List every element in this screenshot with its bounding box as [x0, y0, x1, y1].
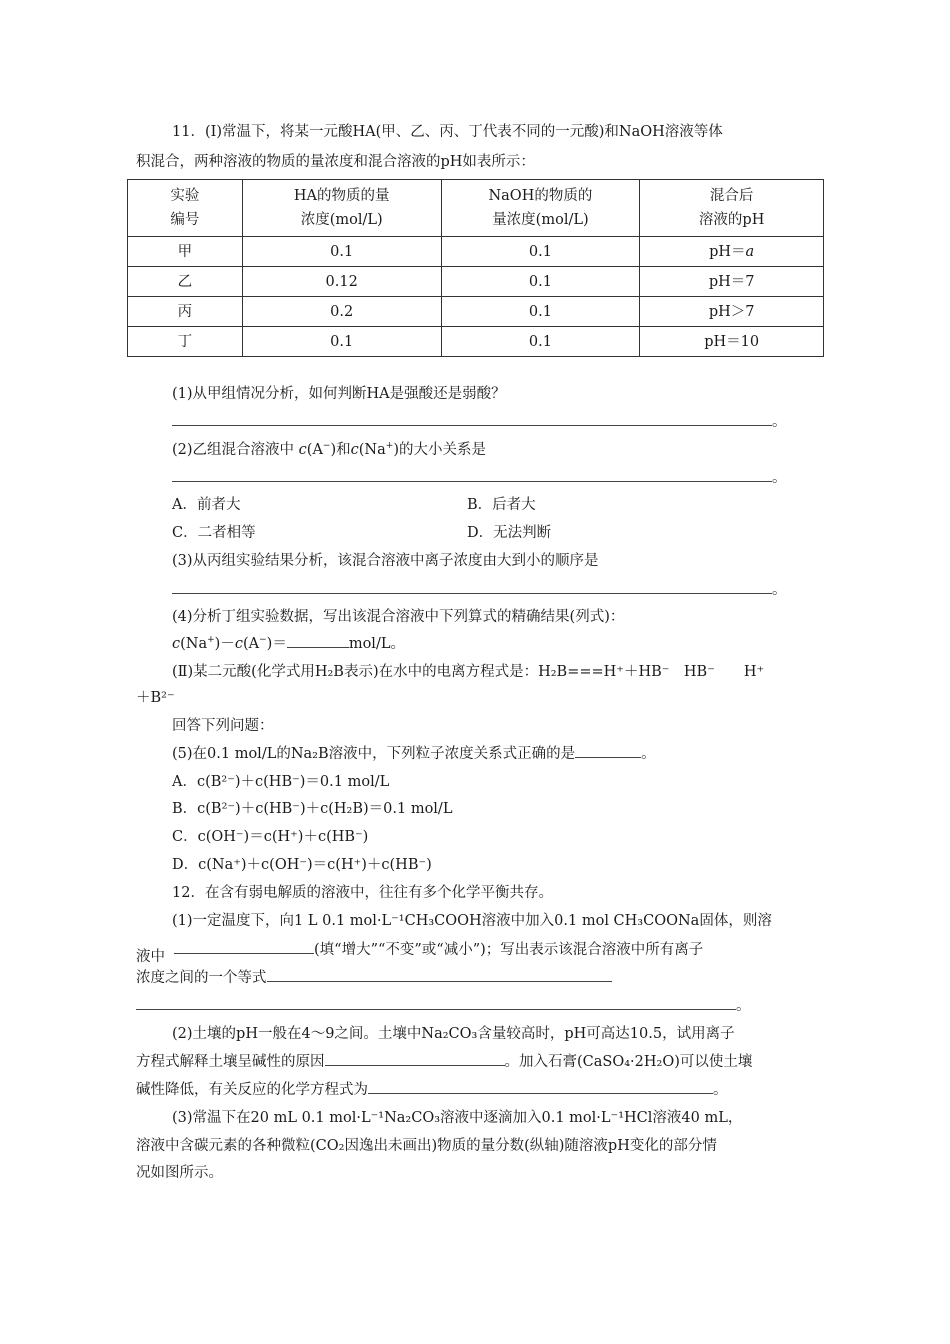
- q11-intro-line1: 11．(Ⅰ)常温下，将某一元酸HA(甲、乙、丙、丁代表不同的一元酸)和NaOH溶液等体: [172, 124, 723, 140]
- table-cell: 丙: [128, 297, 243, 327]
- q12-p1-answer-line[interactable]: 。: [136, 996, 751, 1016]
- table-cell: pH＝10: [640, 327, 824, 357]
- answer-blank[interactable]: [172, 581, 772, 594]
- table-row: [128, 237, 824, 267]
- q2-choice-a: A．前者大: [172, 497, 241, 513]
- answer-blank[interactable]: [172, 413, 772, 426]
- q12-p1-line3: 浓度之间的一个等式: [136, 968, 612, 988]
- q11-intro-line2: 积混合，两种溶液的物质的量浓度和混合溶液的pH如表所示：: [136, 154, 535, 170]
- answer-blank[interactable]: [267, 969, 612, 982]
- answer-prompt: 回答下列问题：: [172, 718, 274, 734]
- q1-answer-line[interactable]: 。: [172, 412, 787, 432]
- answer-blank[interactable]: [174, 941, 314, 954]
- q2-choice-d: D．无法判断: [467, 525, 552, 541]
- q12-p1-line2: 液中: [136, 940, 315, 974]
- q2-choice-b: B．后者大: [467, 497, 536, 513]
- q4-text: (4)分析丁组实验数据，写出该混合溶液中下列算式的精确结果(列式)：: [172, 609, 625, 625]
- q12-p1-blank[interactable]: (填“增大”“不变”或“减小”)；写出表示该混合溶液中所有离子: [174, 940, 703, 960]
- q3-answer-line[interactable]: 。: [172, 580, 787, 600]
- answer-blank[interactable]: [172, 469, 772, 482]
- q12-p3-line2: 溶液中含碳元素的各种微粒(CO₂因逸出未画出)物质的量分数(纵轴)随溶液pH变化的部分情: [136, 1138, 717, 1154]
- q3-text: (3)从丙组实验结果分析，该混合溶液中离子浓度由大到小的顺序是: [172, 553, 599, 569]
- table-row: [128, 327, 824, 357]
- table-header-row: [128, 180, 824, 237]
- table-cell: 甲: [128, 237, 243, 267]
- q12-intro: 12．在含有弱电解质的溶液中，往往有多个化学平衡共存。: [172, 885, 553, 901]
- table-cell: 0.1: [441, 237, 640, 267]
- table-cell: 0.1: [441, 327, 640, 357]
- table-cell: 0.1: [441, 267, 640, 297]
- q5-choice-a: A．c(B²⁻)＋c(HB⁻)＝0.1 mol/L: [172, 774, 390, 790]
- part2-line2: ＋B²⁻: [136, 690, 175, 706]
- answer-blank[interactable]: [136, 997, 736, 1010]
- q5-choice-b: B．c(B²⁻)＋c(HB⁻)＋c(H₂B)＝0.1 mol/L: [172, 801, 453, 817]
- table-cell: 乙: [128, 267, 243, 297]
- q12-p3-line3: 况如图所示。: [136, 1165, 223, 1181]
- q5-choice-c: C．c(OH⁻)＝c(H⁺)＋c(HB⁻): [172, 829, 369, 845]
- table-row: [128, 267, 824, 297]
- q4-expression: c(Na+)－c(A−)＝ mol/L。: [172, 635, 405, 652]
- answer-blank[interactable]: [325, 1053, 505, 1066]
- experiment-table: [127, 179, 824, 357]
- table-header-cell: NaOH的物质的 量浓度(mol/L): [441, 180, 640, 237]
- answer-blank[interactable]: [368, 1081, 713, 1094]
- part2-line1: (Ⅱ)某二元酸(化学式用H₂B表示)在水中的电离方程式是：H₂B===H⁺＋HB⁻ HB⁻ H⁺: [172, 664, 765, 680]
- table-header-cell: 混合后 溶液的pH: [640, 180, 824, 237]
- q12-p3-line1: (3)常温下在20 mL 0.1 mol·L⁻¹Na₂CO₃溶液中逐滴加入0.1 mol·L⁻¹HCl溶液40 mL，: [172, 1110, 743, 1126]
- q2-text: (2)乙组混合溶液中 c(A−)和c(Na+)的大小关系是: [172, 441, 486, 458]
- table-cell: 0.1: [242, 237, 441, 267]
- table-cell: 丁: [128, 327, 243, 357]
- table-cell: 0.1: [441, 297, 640, 327]
- q2-answer-line[interactable]: 。: [172, 468, 787, 488]
- table-row: [128, 297, 824, 327]
- table-cell: 0.1: [242, 327, 441, 357]
- answer-blank[interactable]: [575, 745, 641, 758]
- table-cell: 0.12: [242, 267, 441, 297]
- q12-p2-line1: (2)土壤的pH一般在4～9之间。土壤中Na₂CO₃含量较高时，pH可高达10.5，试用离子: [172, 1026, 735, 1042]
- q5-choice-d: D．c(Na⁺)＋c(OH⁻)＝c(H⁺)＋c(HB⁻): [172, 857, 432, 873]
- table-cell: pH＝a: [640, 237, 824, 267]
- table-header-cell: HA的物质的量 浓度(mol/L): [242, 180, 441, 237]
- q2-choice-c: C．二者相等: [172, 525, 256, 541]
- q12-p2-line2: 方程式解释土壤呈碱性的原因 。加入石膏(CaSO₄·2H₂O)可以使土壤: [136, 1054, 753, 1070]
- q12-p2-line3: 碱性降低，有关反应的化学方程式为 。: [136, 1082, 728, 1098]
- table-cell: pH＝7: [640, 267, 824, 297]
- q5-text: (5)在0.1 mol/L的Na₂B溶液中，下列粒子浓度关系式正确的是 。: [172, 746, 656, 762]
- table-cell: pH＞7: [640, 297, 824, 327]
- table-header-cell: 实验 编号: [128, 180, 243, 237]
- table-cell: 0.2: [242, 297, 441, 327]
- q1-text: (1)从甲组情况分析，如何判断HA是强酸还是弱酸？: [172, 386, 506, 402]
- q12-p1-line1: (1)一定温度下，向1 L 0.1 mol·L⁻¹CH₃COOH溶液中加入0.1 mol CH₃COONa固体，则溶: [172, 913, 772, 929]
- answer-blank[interactable]: [287, 635, 349, 648]
